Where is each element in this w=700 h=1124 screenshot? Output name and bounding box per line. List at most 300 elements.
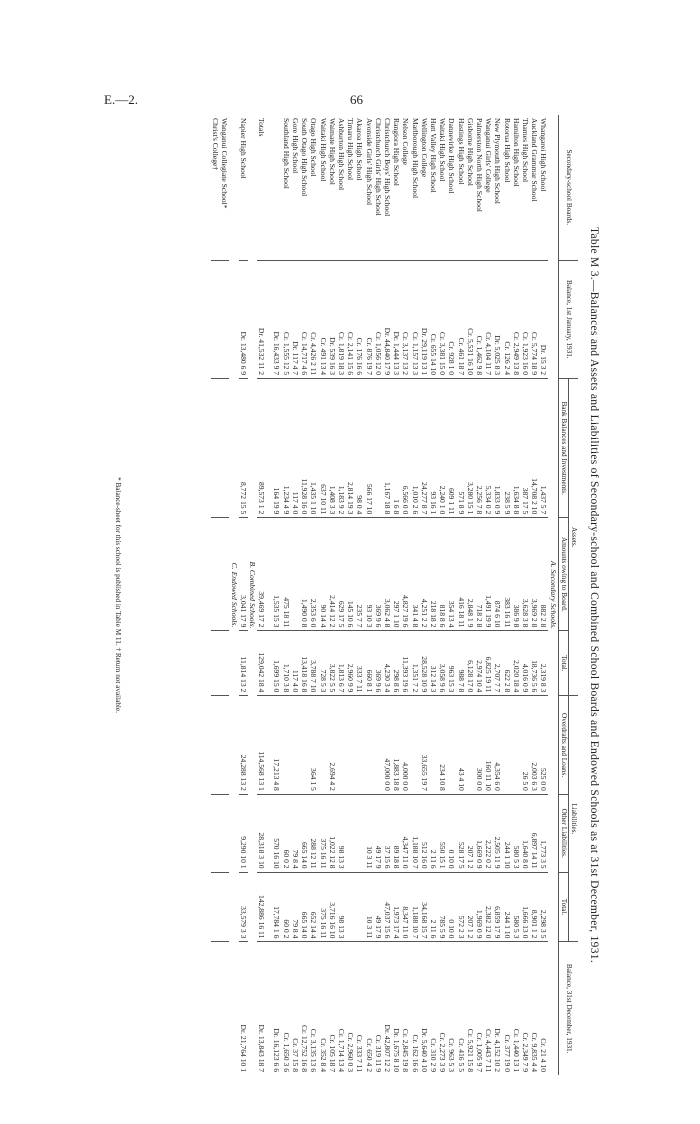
board-name: Napier High School xyxy=(239,115,248,260)
other-liab-cell: 550 15 1 xyxy=(438,794,447,872)
overdrafts-cell xyxy=(502,696,511,794)
balance-jan-cell: Cr. 5,774 18 9 xyxy=(530,260,539,379)
balance-jan-cell: Cr. 4,104 11 7 xyxy=(484,260,493,379)
balance-jan-cell: Cr. 928 1 0 xyxy=(447,260,456,379)
table-row xyxy=(337,115,346,1075)
liab-total-cell: 142,886 16 11 xyxy=(257,872,272,942)
balance-jan-cell: Cr. 876 19 7 xyxy=(364,260,373,379)
balances-table xyxy=(211,115,578,1075)
other-liab-cell: 6,897 14 11 xyxy=(530,794,539,872)
owing-cell: 39,469 17 2 xyxy=(257,518,272,631)
balance-dec-cell: Cr. 21 4 10 xyxy=(539,1038,549,1072)
bank-cell xyxy=(374,379,383,518)
table-row xyxy=(392,115,401,1075)
overdrafts-cell: 114,568 13 1 xyxy=(257,696,272,794)
rotated-table-panel xyxy=(110,115,600,1075)
assets-total-cell: 2,960 9 9 xyxy=(346,631,355,696)
board-name: Christ's College† xyxy=(211,115,220,260)
table-row xyxy=(447,115,456,1075)
assets-total-cell: 1,813 6 7 xyxy=(337,631,346,696)
other-liab-cell: 1,773 3 5 xyxy=(539,794,548,872)
owing-cell: 218 18 2 xyxy=(429,518,438,631)
board-name: Otago High School xyxy=(309,115,318,260)
other-liab-cell: 288 12 11 xyxy=(309,794,318,872)
overdrafts-cell xyxy=(447,696,456,794)
footnote: * Balance-sheet for this school is published in Table M 11. † Return not available. xyxy=(114,477,122,713)
balance-jan-cell: Cr. 1,462 9 8 xyxy=(475,260,484,379)
owing-cell: 90 14 4 xyxy=(318,518,327,631)
liab-total-cell: 1,666 13 0 xyxy=(521,872,530,942)
balance-dec-cell: Cr. 963 5 3 xyxy=(447,1038,457,1072)
bank-cell: 387 17 5 xyxy=(521,379,530,518)
assets-total-cell: 3,058 9 6 xyxy=(438,631,447,696)
liab-total-cell xyxy=(220,872,229,942)
col-boards: Secondary-school Boards. xyxy=(558,115,578,260)
owing-cell: 2,848 1 9 xyxy=(466,518,475,631)
balance-jan-cell: Cr. 491 13 4 xyxy=(318,260,327,379)
col-liabilities: Liabilities. xyxy=(568,696,578,942)
liab-total-cell: 60 0 2 xyxy=(282,872,291,942)
assets-total-cell: 117 4 0 xyxy=(291,631,300,696)
balance-jan-cell: Dr. 1,444 13 3 xyxy=(392,260,401,379)
board-name: Hutt Valley High School xyxy=(429,115,438,260)
board-name: Totals xyxy=(257,115,272,260)
overdrafts-cell xyxy=(364,696,373,794)
owing-cell: 718 2 8 xyxy=(475,518,484,631)
balance-jan-cell: Cr. 1,056 12 0 xyxy=(374,260,383,379)
board-name: Auckland Grammar School xyxy=(530,115,539,260)
balance-jan-cell: Dr. 44,840 17 9 xyxy=(383,260,392,379)
overdrafts-cell: 234 10 8 xyxy=(438,696,447,794)
owing-cell: 1,491 19 9 xyxy=(484,518,493,631)
col-balance-jan: Balance, 1st January, 1931. xyxy=(558,260,578,379)
liab-total-cell xyxy=(346,872,355,942)
table-row xyxy=(502,115,511,1075)
balance-dec-cell: Cr. 333 7 11 xyxy=(355,1034,365,1072)
board-name: New Plymouth High School xyxy=(493,115,502,260)
board-name: Christchurch Boys' High School xyxy=(383,115,392,260)
page-ref: E.—2. xyxy=(104,92,138,107)
board-name: Hamilton High School xyxy=(512,115,521,260)
assets-total-cell: 6,128 17 0 xyxy=(466,631,475,696)
assets-total-cell: 988 7 8 xyxy=(456,631,465,696)
owing-cell: 145 10 6 xyxy=(346,518,355,631)
liab-total-cell: 8,347 11 0 xyxy=(401,872,410,942)
owing-cell: 416 18 11 xyxy=(456,518,465,631)
owing-cell: 341 4 8 xyxy=(410,518,419,631)
table-row xyxy=(484,115,493,1075)
assets-total-cell: 3,822 5 5 xyxy=(328,631,337,696)
table-row xyxy=(429,115,438,1075)
owing-cell: 3,041 17 9 xyxy=(239,518,248,631)
table-row xyxy=(309,115,318,1075)
other-liab-cell: 2,505 11 9 xyxy=(493,794,502,872)
bank-cell: 164 19 9 xyxy=(272,379,281,518)
other-liab-cell: 4,347 11 0 xyxy=(401,794,410,872)
balance-dec-cell: Dr. 13,843 18 7 xyxy=(257,1024,267,1072)
other-liab-cell: 2,222 0 2 xyxy=(484,794,493,872)
bank-cell: 1,234 4 9 xyxy=(282,379,291,518)
liab-total-cell: 49 17 9 xyxy=(374,872,383,942)
table-row xyxy=(466,115,475,1075)
other-liab-cell: 89 18 8 xyxy=(392,794,401,872)
overdrafts-cell xyxy=(429,696,438,794)
bank-cell: 8,772 15 5 xyxy=(239,379,248,518)
bank-cell: 3,280 15 1 xyxy=(466,379,475,518)
balance-dec-cell: Cr. 9,835 4 4 xyxy=(530,1032,540,1072)
assets-total-cell: 1,351 7 2 xyxy=(410,631,419,696)
table-row xyxy=(512,115,521,1075)
balance-jan-cell: Cr. 1,819 18 3 xyxy=(337,260,346,379)
assets-total-cell: 312 14 3 xyxy=(429,631,438,696)
balance-dec-cell: Cr. 1,650 3 6 xyxy=(281,1032,291,1072)
bank-cell: 1,167 18 8 xyxy=(383,379,392,518)
board-name: Rangiora High School xyxy=(392,115,401,260)
balance-dec-cell: Cr. 2,960 0 3 xyxy=(346,1032,356,1072)
owing-cell xyxy=(291,518,300,631)
balance-dec-cell: Cr. 1,005 9 7 xyxy=(474,1032,484,1072)
table-row xyxy=(257,115,272,1075)
assets-total-cell: 3,788 7 10 xyxy=(309,631,318,696)
overdrafts-cell xyxy=(291,696,300,794)
overdrafts-cell: 17,213 4 8 xyxy=(272,696,281,794)
bank-cell: 566 17 10 xyxy=(364,379,373,518)
overdrafts-cell: 525 0 0 xyxy=(539,696,548,794)
section-label: A. Secondary Schools. xyxy=(548,561,558,629)
overdrafts-cell: 300 0 0 xyxy=(475,696,484,794)
overdrafts-cell: 47,000 0 0 xyxy=(383,696,392,794)
table-row xyxy=(272,115,281,1075)
bank-cell: 609 1 11 xyxy=(447,379,456,518)
balance-dec-cell: Dr. 21,764 10 1 xyxy=(238,1024,248,1072)
other-liab-cell xyxy=(220,794,229,872)
liab-total-cell: 785 5 9 xyxy=(438,872,447,942)
balance-dec-cell: Cr. 3,135 13 6 xyxy=(309,1028,319,1072)
board-name: Akaroa High School xyxy=(355,115,364,260)
other-liab-cell xyxy=(355,794,364,872)
owing-cell: 3,062 4 8 xyxy=(383,518,392,631)
owing-cell: 3,628 3 8 xyxy=(521,518,530,631)
bank-cell: 2,240 1 0 xyxy=(438,379,447,518)
liab-total-cell: 33,579 3 3 xyxy=(239,872,248,942)
overdrafts-cell: 24,288 13 2 xyxy=(239,696,248,794)
col-other-liab: Other Liabilities. xyxy=(558,794,568,872)
balance-dec-cell: Dr. 16,123 6 6 xyxy=(272,1028,282,1072)
liab-total-cell: 8,901 1 2 xyxy=(530,872,539,942)
other-liab-cell: 2 11 6 xyxy=(429,794,438,872)
liab-total-cell: 34,168 15 7 xyxy=(420,872,429,942)
overdrafts-cell: 33,655 19 7 xyxy=(420,696,429,794)
other-liab-cell: 60 0 2 xyxy=(282,794,291,872)
balance-jan-cell: Cr. 1,157 13 3 xyxy=(410,260,419,379)
liab-total-cell: 0 10 0 xyxy=(447,872,456,942)
bank-cell: 637 10 11 xyxy=(318,379,327,518)
section-label: C. Endowed Schools. xyxy=(229,562,239,628)
overdrafts-cell: 2,003 6 3 xyxy=(530,696,539,794)
bank-cell: 2,814 19 3 xyxy=(346,379,355,518)
balance-jan-cell: Dr. 29,119 13 1 xyxy=(420,260,429,379)
table-row xyxy=(355,115,364,1075)
board-name: Waitaki High School xyxy=(318,115,327,260)
bank-cell: 1,408 3 3 xyxy=(328,379,337,518)
bank-cell: 1 6 8 xyxy=(392,379,401,518)
liab-total-cell: 2,382 12 0 xyxy=(484,872,493,942)
owing-cell: 2,414 12 2 xyxy=(328,518,337,631)
bank-cell: 1,010 2 6 xyxy=(410,379,419,518)
assets-total-cell: 2,319 8 3 xyxy=(539,631,548,696)
table-title: Table M 3.—Balances and Assets and Liabilities of Secondary-school and Combined School Boards and Endowed Schools as at 31st December, 1931. xyxy=(588,226,600,964)
liab-total-cell: 572 2 3 xyxy=(456,872,465,942)
balance-dec-cell: Cr. 5,921 15 8 xyxy=(465,1028,475,1072)
assets-total-cell: 11,393 19 6 xyxy=(401,631,410,696)
table-row xyxy=(346,115,355,1075)
owing-cell: 475 18 11 xyxy=(282,518,291,631)
other-liab-cell xyxy=(346,794,355,872)
balance-jan-cell: Cr. 1,555 12 5 xyxy=(282,260,291,379)
col-liab-total: Total. xyxy=(558,872,568,942)
section-header xyxy=(548,115,558,1075)
liab-total-cell: 98 13 3 xyxy=(337,872,346,942)
table-row xyxy=(383,115,392,1075)
balance-dec-cell: Cr. 319 11 9 xyxy=(373,1034,383,1072)
overdrafts-cell xyxy=(374,696,383,794)
balance-dec-cell: Dr. 42,807 12 2 xyxy=(382,1024,392,1072)
owing-cell: 383 16 11 xyxy=(502,518,511,631)
other-liab-cell: 1,640 8 0 xyxy=(521,794,530,872)
assets-total-cell: 6,825 19 11 xyxy=(484,631,493,696)
other-liab-cell: 49 17 9 xyxy=(374,794,383,872)
balance-dec-cell: Cr. 650 4 2 xyxy=(364,1038,374,1072)
assets-total-cell: 2,707 7 7 xyxy=(493,631,502,696)
table-row xyxy=(300,115,309,1075)
bank-cell: 11,928 16 0 xyxy=(300,379,309,518)
board-name: Wanganui Girls' College xyxy=(484,115,493,260)
overdrafts-cell xyxy=(512,696,521,794)
bank-cell: 238 5 9 xyxy=(502,379,511,518)
balance-jan-cell: Cr. 655 14 10 xyxy=(429,260,438,379)
board-name xyxy=(272,115,281,260)
other-liab-cell: 512 16 0 xyxy=(420,794,429,872)
board-name: Wanganui Collegiate School* xyxy=(220,115,229,260)
balance-jan-cell: Cr. 14,717 4 6 xyxy=(300,260,309,379)
board-name: South Otago High School xyxy=(300,115,309,260)
table-row xyxy=(420,115,429,1075)
board-name: Ashburton High School xyxy=(337,115,346,260)
assets-total-cell xyxy=(211,631,220,696)
overdrafts-cell xyxy=(466,696,475,794)
bank-cell: 1,833 0 9 xyxy=(493,379,502,518)
bank-cell xyxy=(211,379,220,518)
balance-dec-cell: Cr. 2,845 19 8 xyxy=(401,1028,411,1072)
overdrafts-cell xyxy=(300,696,309,794)
balance-jan-cell: Cr. 2,949 13 8 xyxy=(512,260,521,379)
overdrafts-cell xyxy=(337,696,346,794)
overdrafts-cell: 26 5 0 xyxy=(521,696,530,794)
section-header xyxy=(248,115,257,1075)
table-row xyxy=(239,115,248,1075)
other-liab-cell: 1,022 12 8 xyxy=(328,794,337,872)
balance-dec-cell: Cr. 12,752 16 8 xyxy=(300,1024,310,1072)
overdrafts-cell xyxy=(346,696,355,794)
liab-total-cell: 2 11 6 xyxy=(429,872,438,942)
balance-jan-cell: Cr. 2,141 15 6 xyxy=(346,260,355,379)
bank-cell: 14,708 2 10 xyxy=(530,379,539,518)
table-row xyxy=(410,115,419,1075)
balance-dec-cell: Cr. 1,714 13 4 xyxy=(336,1028,346,1072)
assets-total-cell: 28,528 10 9 xyxy=(420,631,429,696)
col-assets-total: Total. xyxy=(558,631,568,696)
owing-cell: 4,251 2 2 xyxy=(420,518,429,631)
board-name: Thames High School xyxy=(521,115,530,260)
owing-cell: 369 9 6 xyxy=(374,518,383,631)
table-row xyxy=(282,115,291,1075)
owing-cell: 874 6 10 xyxy=(493,518,502,631)
balance-jan-cell: Dr. 117 4 7 xyxy=(291,260,300,379)
liab-total-cell: 47,037 15 6 xyxy=(383,872,392,942)
bank-cell: 98 0 4 xyxy=(355,379,364,518)
bank-cell: 1,435 1 10 xyxy=(309,379,318,518)
liab-total-cell xyxy=(355,872,364,942)
board-name: Gore High School xyxy=(291,115,300,260)
balance-dec-cell: Cr. 352 8 4 xyxy=(318,1038,328,1072)
other-liab-cell: 37 15 6 xyxy=(383,794,392,872)
table-row xyxy=(318,115,327,1075)
bank-cell: 1,183 9 2 xyxy=(337,379,346,518)
overdrafts-cell xyxy=(282,696,291,794)
table-row xyxy=(539,115,548,1075)
bank-cell: 6,566 0 0 xyxy=(401,379,410,518)
overdrafts-cell: 1,883 18 8 xyxy=(392,696,401,794)
overdrafts-cell: 4,000 0 0 xyxy=(401,696,410,794)
col-balance-dec: Balance, 31st December, 1931. xyxy=(558,942,578,1075)
board-name: Southland High School xyxy=(282,115,291,260)
liab-total-cell: 207 1 2 xyxy=(466,872,475,942)
owing-cell: 386 9 8 xyxy=(512,518,521,631)
liab-total-cell: 244 1 10 xyxy=(502,872,511,942)
balance-dec-cell: Cr. 416 5 5 xyxy=(456,1038,466,1072)
liab-total-cell: 6,859 17 9 xyxy=(493,872,502,942)
page-number: 66 xyxy=(350,92,363,107)
board-name: Timaru High School xyxy=(346,115,355,260)
table-row xyxy=(220,115,229,1075)
owing-cell: 235 7 7 xyxy=(355,518,364,631)
other-liab-cell: 580 5 3 xyxy=(512,794,521,872)
balance-dec-cell: Cr. 2,273 3 9 xyxy=(438,1032,448,1072)
other-liab-cell: 10 3 11 xyxy=(364,794,373,872)
assets-total-cell: 1,710 3 8 xyxy=(282,631,291,696)
bank-cell: 5,334 0 2 xyxy=(484,379,493,518)
balance-dec-cell: Dr. 5,640 4 10 xyxy=(419,1028,429,1072)
owing-cell: 297 1 10 xyxy=(392,518,401,631)
board-name: Christchurch Girls' High School xyxy=(374,115,383,260)
owing-cell: 2,353 6 0 xyxy=(309,518,318,631)
liab-total-cell: 17,784 1 6 xyxy=(272,872,281,942)
other-liab-cell: 665 14 0 xyxy=(300,794,309,872)
balance-dec-cell: Cr. 37 15 8 xyxy=(290,1038,300,1072)
balance-dec-cell: Cr. 1,440 13 1 xyxy=(511,1028,521,1072)
assets-total-cell: 728 5 3 xyxy=(318,631,327,696)
assets-total-cell: 2,020 18 4 xyxy=(512,631,521,696)
assets-total-cell: 2,974 10 4 xyxy=(475,631,484,696)
assets-total-cell: 660 8 1 xyxy=(364,631,373,696)
board-name: Waimate High School xyxy=(328,115,337,260)
owing-cell: 818 8 6 xyxy=(438,518,447,631)
balance-dec-cell xyxy=(220,942,229,1075)
liab-total-cell: 1,188 10 7 xyxy=(410,872,419,942)
overdrafts-cell: 364 1 5 xyxy=(309,696,318,794)
balance-dec-cell: Cr. 105 18 7 xyxy=(327,1034,337,1072)
board-name: Hastings High School xyxy=(456,115,465,260)
other-liab-cell: 570 16 10 xyxy=(272,794,281,872)
bank-cell: 93 16 1 xyxy=(429,379,438,518)
assets-total-cell: 369 9 6 xyxy=(374,631,383,696)
liab-total-cell: 1,969 0 9 xyxy=(475,872,484,942)
table-row xyxy=(328,115,337,1075)
section-label: B. Combined Schools. xyxy=(248,561,258,629)
board-name: Palmerston North High School xyxy=(475,115,484,260)
table-row xyxy=(493,115,502,1075)
balance-jan-cell: Cr. 5,531 16 10 xyxy=(466,260,475,379)
bank-cell: 117 4 0 xyxy=(291,379,300,518)
balance-jan-cell: Dr. 41,532 11 2 xyxy=(257,260,272,379)
balance-dec-cell: Cr. 310 2 9 xyxy=(428,1038,438,1072)
owing-cell: 93 10 3 xyxy=(364,518,373,631)
board-name: Wellington College xyxy=(420,115,429,260)
other-liab-cell: 244 1 10 xyxy=(502,794,511,872)
board-name: Dannevirke High School xyxy=(447,115,456,260)
other-liab-cell: 1,669 0 9 xyxy=(475,794,484,872)
liab-total-cell xyxy=(211,872,220,942)
assets-total-cell: 298 8 6 xyxy=(392,631,401,696)
balance-jan-cell: Cr. 3,137 13 2 xyxy=(401,260,410,379)
liab-total-cell: 79 8 4 xyxy=(291,872,300,942)
board-name: Whangarei High School xyxy=(539,115,548,260)
balance-dec-cell: Dr. 4,152 10 2 xyxy=(493,1028,503,1072)
assets-total-cell: 129,042 18 4 xyxy=(257,631,272,696)
overdrafts-cell xyxy=(211,696,220,794)
owing-cell: 1,535 15 3 xyxy=(272,518,281,631)
other-liab-cell: 1,188 10 7 xyxy=(410,794,419,872)
overdrafts-cell xyxy=(318,696,327,794)
other-liab-cell: 207 1 2 xyxy=(466,794,475,872)
balance-jan-cell: Cr. 176 16 6 xyxy=(355,260,364,379)
owing-cell xyxy=(211,518,220,631)
liab-total-cell: 375 16 11 xyxy=(318,872,327,942)
table-row xyxy=(521,115,530,1075)
other-liab-cell: 28,318 3 10 xyxy=(257,794,272,872)
bank-cell: 571 8 9 xyxy=(456,379,465,518)
table-row xyxy=(438,115,447,1075)
balance-jan-cell: Cr. 1,923 16 0 xyxy=(521,260,530,379)
balance-dec-cell: Cr. 2,349 7 9 xyxy=(520,1032,530,1072)
overdrafts-cell: 4,354 6 0 xyxy=(493,696,502,794)
bank-cell: 2,256 7 8 xyxy=(475,379,484,518)
other-liab-cell: 375 16 11 xyxy=(318,794,327,872)
liab-total-cell: 580 5 3 xyxy=(512,872,521,942)
assets-total-cell: 4,230 3 4 xyxy=(383,631,392,696)
bank-cell: 89,573 1 2 xyxy=(257,379,272,518)
assets-total-cell xyxy=(220,631,229,696)
balance-dec-cell xyxy=(211,942,220,1075)
liab-total-cell: 10 3 11 xyxy=(364,872,373,942)
balance-jan-cell: Cr. 3,381 15 0 xyxy=(438,260,447,379)
balance-jan-cell: Cr. 461 18 7 xyxy=(456,260,465,379)
bank-cell: 1,634 8 8 xyxy=(512,379,521,518)
bank-cell: 24,277 8 7 xyxy=(420,379,429,518)
table-row xyxy=(291,115,300,1075)
balance-jan-cell: Cr. 126 2 4 xyxy=(502,260,511,379)
other-liab-cell: 9,290 10 1 xyxy=(239,794,248,872)
